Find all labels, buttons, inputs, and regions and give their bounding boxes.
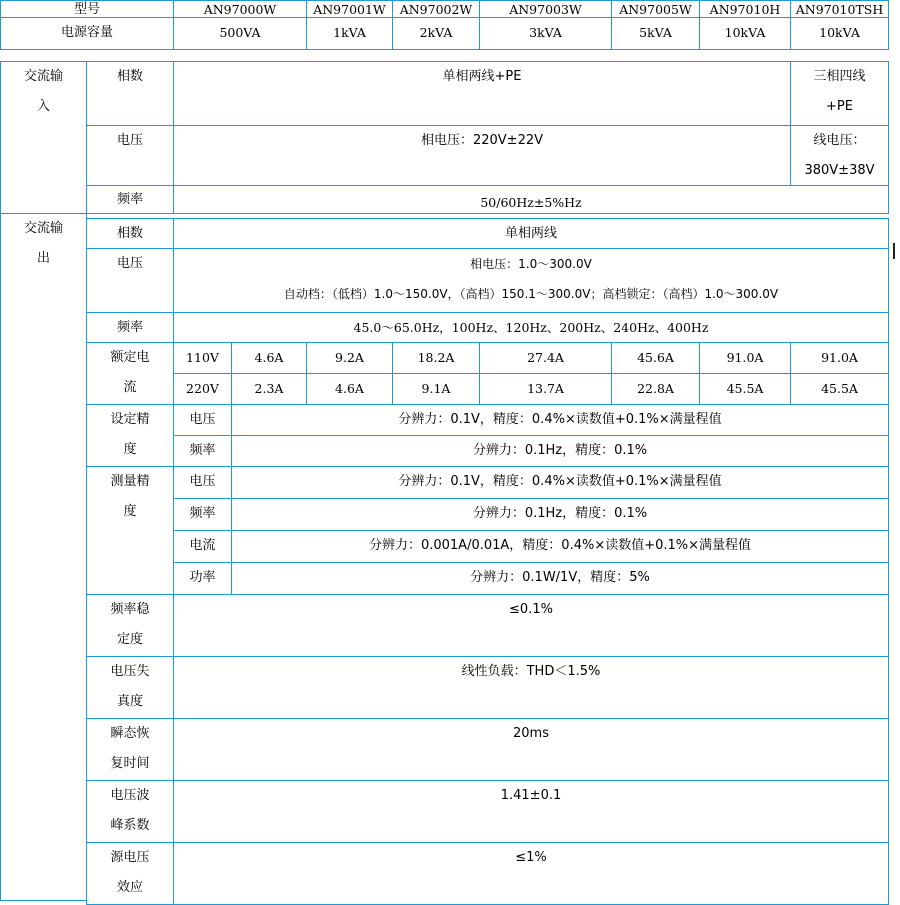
measure-accuracy-value: 分辨力：0.1Hz，精度：0.1%: [231, 498, 889, 531]
ac-output-label: [0, 213, 87, 901]
rated-current-value: 27.4A: [479, 342, 612, 374]
rated-current-label-line: 额定电: [110, 350, 150, 365]
model-name: AN97001W: [306, 0, 393, 18]
input-voltage-three: [790, 125, 889, 186]
rated-current-value: 18.2A: [392, 342, 480, 374]
measure-accuracy-label: [86, 466, 174, 595]
measure-accuracy-value: 分辨力：0.001A/0.01A，精度：0.4%×读数值+0.1%×满量程值: [231, 530, 889, 563]
set-accuracy-label-line: 度: [123, 442, 137, 457]
capacity-value: 2kVA: [392, 17, 480, 50]
crest-factor-value: 1.41±0.1: [173, 780, 889, 843]
capacity-value: 10kVA: [790, 17, 889, 50]
rated-current-voltage: 220V: [173, 373, 232, 405]
source-effect-value: ≤1%: [173, 842, 889, 905]
input-voltage-three-line: 线电压：: [813, 133, 866, 148]
input-phase-three: [790, 61, 889, 126]
rated-current-value: 13.7A: [479, 373, 612, 405]
output-freq-value: 45.0～65.0Hz，100Hz、120Hz、200Hz、240Hz、400Hz: [173, 312, 889, 343]
ac-input-label-line: 入: [36, 99, 50, 114]
freq-stability-value: ≤0.1%: [173, 594, 889, 657]
input-voltage-single: 相电压：220V±22V: [173, 125, 791, 186]
model-name: AN97003W: [479, 0, 612, 18]
input-freq-value: 50/60Hz±5%Hz: [173, 185, 889, 214]
input-phase-single: 单相两线+PE: [173, 61, 791, 126]
input-freq-label: 频率: [86, 185, 174, 214]
rated-current-value: 91.0A: [699, 342, 791, 374]
set-accuracy-label-line: 设定精: [110, 412, 150, 427]
rated-current-value: 4.6A: [306, 373, 393, 405]
set-accuracy-label: [86, 404, 174, 467]
input-voltage-three-line: 380V±38V: [804, 163, 875, 178]
rated-current-voltage: 110V: [173, 342, 232, 374]
transient-recovery-label-line: 复时间: [110, 756, 150, 771]
rated-current-value: 4.6A: [231, 342, 307, 374]
output-voltage-label: 电压: [86, 248, 174, 313]
crest-factor-label: [86, 780, 174, 843]
input-phase-three-line: +PE: [826, 99, 853, 114]
measure-accuracy-label-line: 测量精: [110, 474, 150, 489]
measure-accuracy-value: 分辨力：0.1W/1V，精度：5%: [231, 562, 889, 595]
rated-current-value: 9.2A: [306, 342, 393, 374]
ac-output-label-line: 交流输: [23, 221, 63, 236]
output-phase-value: 单相两线: [173, 218, 889, 249]
capacity-value: 1kVA: [306, 17, 393, 50]
rated-current-value: 45.5A: [699, 373, 791, 405]
distortion-label: [86, 656, 174, 719]
rated-current-value: 45.6A: [611, 342, 700, 374]
measure-accuracy-item: 电压: [173, 466, 232, 499]
capacity-value: 10kVA: [699, 17, 791, 50]
rated-current-value: 91.0A: [790, 342, 889, 374]
model-name: AN97000W: [173, 0, 307, 18]
freq-stability-label: [86, 594, 174, 657]
output-phase-label: 相数: [86, 218, 174, 249]
rated-current-value: 45.5A: [790, 373, 889, 405]
crest-factor-label-line: 峰系数: [110, 818, 150, 833]
distortion-label-line: 真度: [116, 694, 143, 709]
measure-accuracy-item: 频率: [173, 498, 232, 531]
model-name: AN97005W: [611, 0, 700, 18]
rated-current-value: 2.3A: [231, 373, 307, 405]
freq-stability-label-line: 定度: [116, 632, 143, 647]
capacity-value: 500VA: [173, 17, 307, 50]
model-label: 型号: [0, 0, 174, 18]
ac-input-label-line: 交流输: [23, 69, 63, 84]
ac-input-label: [0, 61, 87, 214]
output-voltage-value-line: 相电压：1.0～300.0V: [470, 257, 592, 271]
distortion-value: 线性负载：THD＜1.5%: [173, 656, 889, 719]
transient-recovery-value: 20ms: [173, 718, 889, 781]
crest-factor-label-line: 电压波: [110, 788, 150, 803]
source-effect-label-line: 效应: [116, 880, 143, 895]
measure-accuracy-item: 电流: [173, 530, 232, 563]
model-name: AN97002W: [392, 0, 480, 18]
measure-accuracy-value: 分辨力：0.1V，精度：0.4%×读数值+0.1%×满量程值: [231, 466, 889, 499]
output-freq-label: 频率: [86, 312, 174, 343]
text-cursor: [893, 243, 895, 259]
source-effect-label: [86, 842, 174, 905]
input-phase-label: 相数: [86, 61, 174, 126]
set-accuracy-value: 分辨力：0.1V，精度：0.4%×读数值+0.1%×满量程值: [231, 404, 889, 436]
output-voltage-value: [173, 248, 889, 313]
transient-recovery-label: [86, 718, 174, 781]
rated-current-value: 22.8A: [611, 373, 700, 405]
source-effect-label-line: 源电压: [110, 850, 150, 865]
transient-recovery-label-line: 瞬态恢: [110, 726, 150, 741]
input-phase-three-line: 三相四线: [813, 69, 866, 84]
output-voltage-value-line: 自动档：（低档）1.0～150.0V，（高档）150.1～300.0V；高档锁定：（高档）1.0～300.0V: [283, 287, 779, 301]
model-name: AN97010TSH: [790, 0, 889, 18]
distortion-label-line: 电压失: [110, 664, 150, 679]
rated-current-value: 9.1A: [392, 373, 480, 405]
input-voltage-label: 电压: [86, 125, 174, 186]
model-name: AN97010H: [699, 0, 791, 18]
measure-accuracy-item: 功率: [173, 562, 232, 595]
capacity-value: 3kVA: [479, 17, 612, 50]
freq-stability-label-line: 频率稳: [110, 602, 150, 617]
set-accuracy-value: 分辨力：0.1Hz，精度：0.1%: [231, 435, 889, 467]
rated-current-label-line: 流: [123, 380, 137, 395]
set-accuracy-item: 电压: [173, 404, 232, 436]
ac-output-label-line: 出: [36, 251, 50, 266]
rated-current-label: [86, 342, 174, 405]
measure-accuracy-label-line: 度: [123, 504, 137, 519]
capacity-value: 5kVA: [611, 17, 700, 50]
set-accuracy-item: 频率: [173, 435, 232, 467]
capacity-label: 电源容量: [0, 17, 174, 50]
